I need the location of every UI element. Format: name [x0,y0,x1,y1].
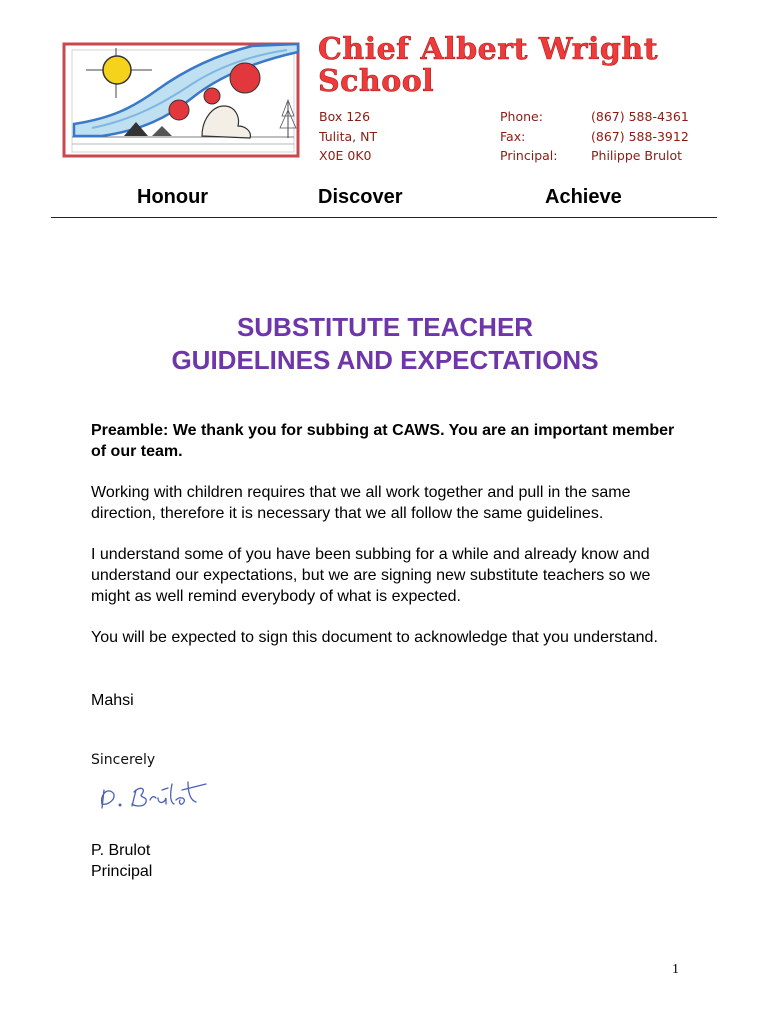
paragraph: I understand some of you have been subbing for a while and already know and understand our expectations, but we are signing new substitute teachers so we might as well remind everybody of what is expected. [91,546,651,605]
title-line-1: SUBSTITUTE TEACHER [236,312,534,342]
contact-value: (867) 588-3912 [591,128,689,144]
paragraph: Working with children requires that we all work together and pull in the same direction, therefore it is necessary that we all follow the same guidelines. [91,484,631,522]
signer-name: P. Brulot [91,842,151,859]
contact-value: Philippe Brulot [591,148,683,163]
contact-value: (867) 588-4361 [591,109,689,124]
motto-achieve: Achieve [545,186,622,208]
address-line: Tulita, NT [319,128,378,144]
contact-label: Phone: [500,109,543,124]
paragraph: You will be expected to sign this document to acknowledge that you understand. [91,629,658,646]
address-line: X0E 0K0 [319,148,372,163]
school-contacts [500,107,689,169]
title-line-2: GUIDELINES AND EXPECTATIONS [171,345,599,375]
motto-honour: Honour [137,186,209,208]
school-logo [62,40,300,158]
address-line: Box 126 [319,109,371,124]
signer-title: Principal [91,863,153,880]
preamble: Preamble: We thank you for subbing at CAWS. You are an important member of our team. [91,422,675,460]
contact-row-principal [500,146,689,166]
signature [96,774,211,814]
closing: Sincerely [91,752,156,768]
page-number: 1 [672,962,679,977]
motto-discover: Discover [318,186,403,208]
school-address [319,107,377,166]
header-divider [51,217,717,218]
contact-label: Principal: [500,148,558,163]
school-name: Chief Albert Wright School [318,32,659,99]
contact-row-phone [500,107,689,127]
closing-thanks: Mahsi [91,692,134,709]
contact-label: Fax: [500,128,526,144]
contact-row-fax [500,127,689,147]
document-title [0,311,770,377]
